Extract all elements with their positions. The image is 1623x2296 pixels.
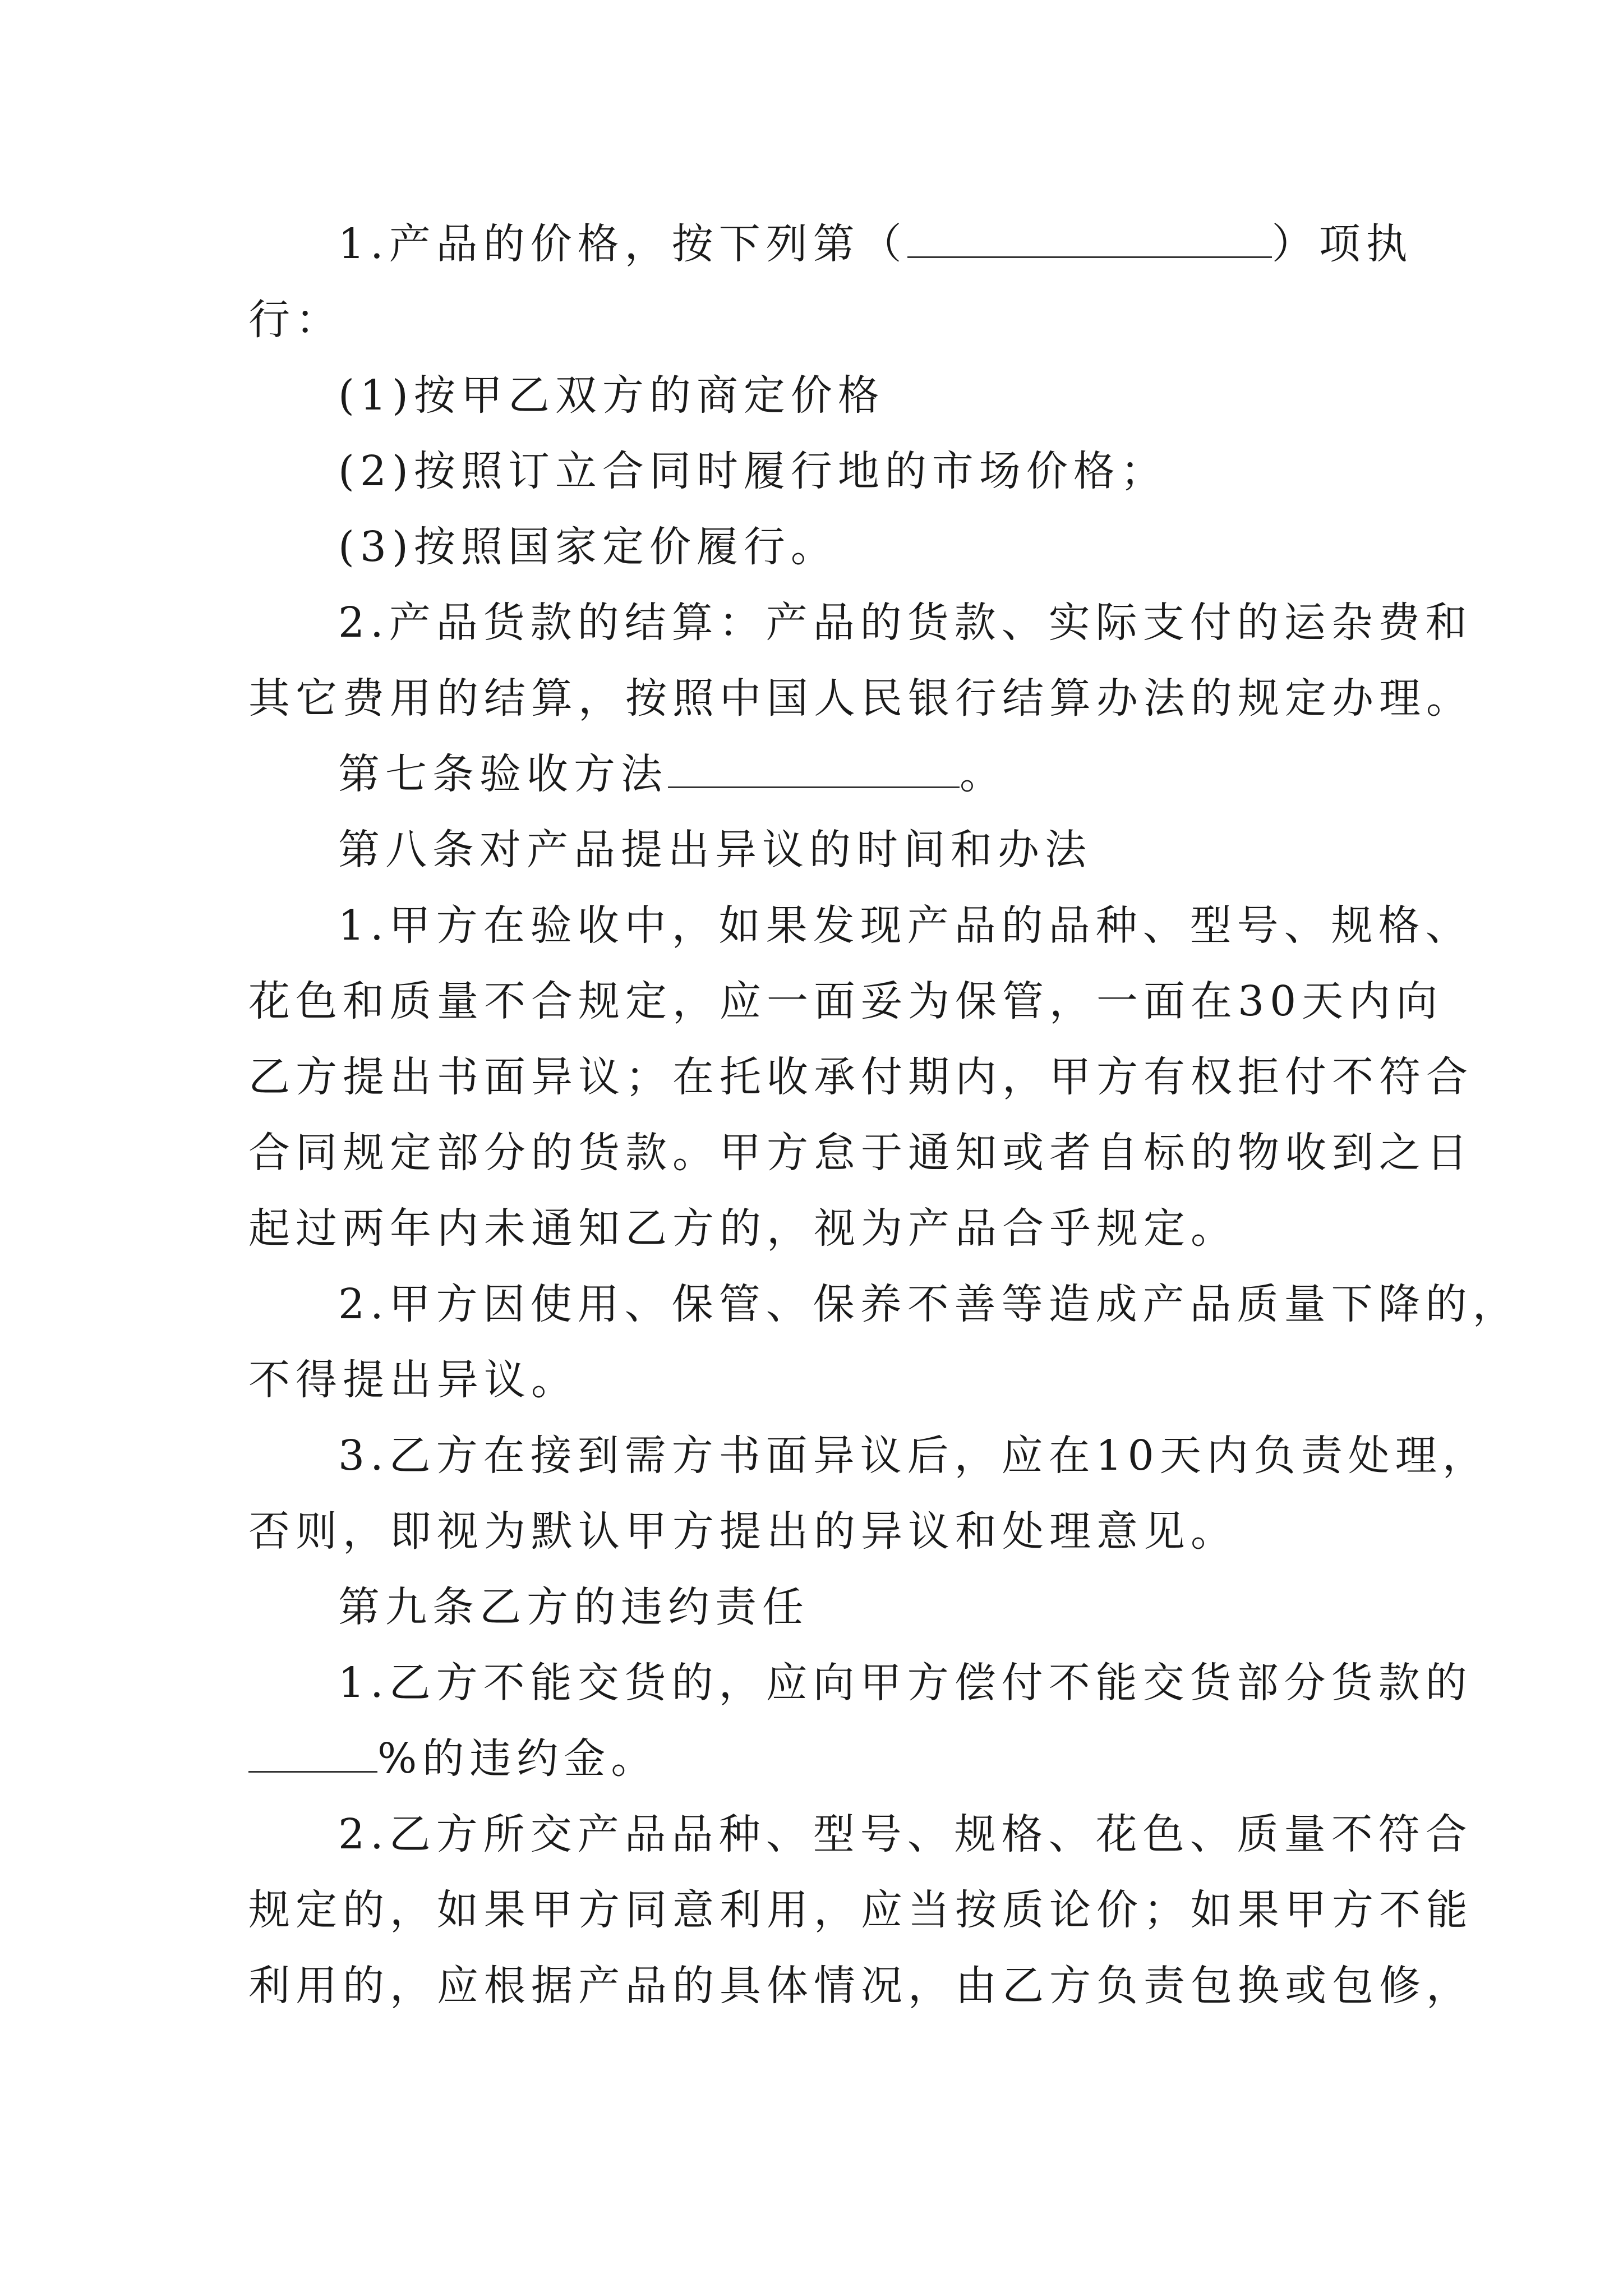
text-line: 合同规定部分的货款。甲方怠于通知或者自标的物收到之日 bbox=[248, 1129, 1473, 1177]
text-line: (1)按甲乙双方的商定价格 bbox=[338, 371, 885, 420]
text-line: (3)按照国家定价履行。 bbox=[338, 523, 838, 571]
penalty-percent-text: %的违约金。 bbox=[377, 1734, 658, 1783]
text-line: 乙方提出书面异议；在托收承付期内，甲方有权拒付不符合 bbox=[248, 1053, 1473, 1101]
text-line: 不得提出异议。 bbox=[248, 1356, 578, 1404]
text-line: 2.甲方因使用、保管、保养不善等造成产品质量下降的， bbox=[338, 1280, 1520, 1328]
price-option-blank[interactable] bbox=[907, 217, 1272, 258]
text-line: 花色和质量不合规定，应一面妥为保管，一面在30天内向 bbox=[248, 977, 1444, 1025]
text-line: 其它费用的结算，按照中国人民银行结算办法的规定办理。 bbox=[248, 674, 1473, 723]
penalty-percent-blank[interactable] bbox=[248, 1732, 377, 1773]
section-heading: 第八条对产品提出异议的时间和办法 bbox=[338, 826, 1092, 874]
text-line: 3.乙方在接到需方书面异议后，应在10天内负责处理， bbox=[338, 1432, 1490, 1480]
acceptance-method-text-after: 。 bbox=[960, 750, 1007, 798]
acceptance-method-line bbox=[0, 746, 1623, 802]
text-line: 起过两年内未通知乙方的，视为产品合乎规定。 bbox=[248, 1204, 1238, 1253]
price-clause-text-after: ）项执 bbox=[1271, 220, 1413, 268]
text-line: 规定的，如果甲方同意利用，应当按质论价；如果甲方不能 bbox=[248, 1886, 1473, 1934]
text-line: 利用的，应根据产品的具体情况，由乙方负责包换或包修， bbox=[248, 1962, 1473, 2010]
text-line: 2.产品货款的结算：产品的货款、实际支付的运杂费和 bbox=[338, 599, 1473, 647]
text-line: 否则，即视为默认甲方提出的异议和处理意见。 bbox=[248, 1507, 1238, 1556]
text-line: (2)按照订立合同时履行地的市场价格； bbox=[338, 447, 1168, 495]
acceptance-method-blank[interactable] bbox=[668, 747, 960, 788]
text-line: 行： bbox=[248, 296, 343, 344]
penalty-percent-line bbox=[0, 1731, 1623, 1787]
section-heading: 第九条乙方的违约责任 bbox=[338, 1583, 809, 1631]
price-clause-text: 1.产品的价格，按下列第（ bbox=[338, 220, 907, 268]
acceptance-method-text: 第七条验收方法 bbox=[338, 750, 668, 798]
price-clause-line bbox=[0, 216, 1623, 272]
text-line: 1.甲方在验收中，如果发现产品的品种、型号、规格、 bbox=[338, 901, 1473, 950]
text-line: 2.乙方所交产品品种、型号、规格、花色、质量不符合 bbox=[338, 1810, 1473, 1858]
text-line: 1.乙方不能交货的，应向甲方偿付不能交货部分货款的 bbox=[338, 1659, 1473, 1707]
